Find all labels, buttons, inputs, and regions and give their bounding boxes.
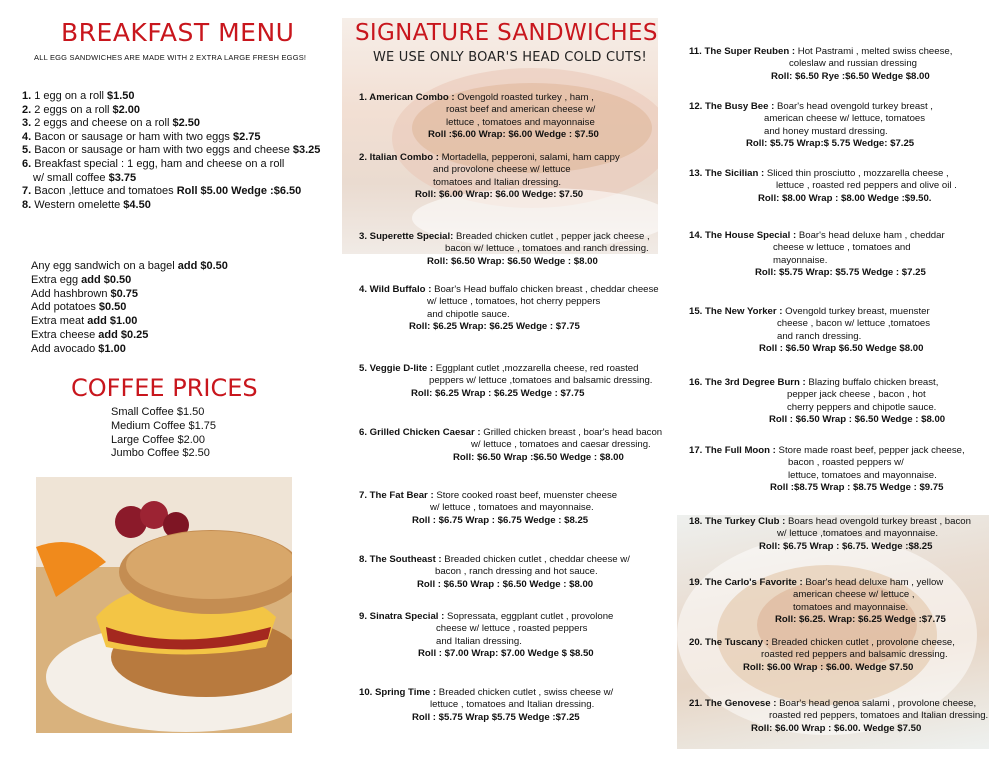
- sandwich-description: w/ lettuce , tomatoes and caesar dressing.: [471, 439, 651, 451]
- coffee-price: $2.50: [182, 447, 210, 460]
- breakfast-item-number: 1.: [22, 90, 35, 102]
- coffee-text: Large Coffee: [111, 433, 178, 446]
- sandwich-item: [359, 687, 613, 724]
- sandwich-prices: Roll : $5.75 Wrap $5.75 Wedge :$7.25: [412, 711, 580, 723]
- coffee-item: [111, 406, 216, 420]
- breakfast-item-price: $2.00: [112, 103, 141, 116]
- sandwich-name: 15. The New Yorker :: [689, 306, 786, 317]
- sandwich-prices: Roll :$8.75 Wrap : $8.75 Wedge : $9.75: [770, 482, 944, 494]
- sandwich-description: and ranch dressing.: [777, 330, 862, 342]
- addon-text: Extra cheese: [31, 328, 99, 341]
- addon-price: add $0.25: [98, 328, 149, 341]
- sandwich-description: coleslaw and russian dressing: [789, 58, 917, 70]
- coffee-price: $1.50: [176, 406, 205, 418]
- sandwich-description: roasted red peppers and balsamic dressing.: [761, 649, 948, 661]
- sandwich-description: american cheese w/ lettuce ,: [793, 589, 915, 601]
- coffee-text: Jumbo Coffee: [111, 447, 183, 460]
- sandwich-item: [689, 46, 952, 83]
- sandwich-prices: Roll: $6.00 Wrap: $6.00 Wedge: $7.50: [415, 189, 584, 201]
- coffee-prices-title: COFFEE PRICES: [71, 374, 258, 402]
- breakfast-item-price: $1.50: [107, 90, 135, 102]
- sandwich-prices: Roll: $6.75 Wrap : $6.75. Wedge :$8.25: [759, 540, 933, 552]
- breakfast-item: [22, 199, 320, 213]
- breakfast-item-price: $2.50: [172, 117, 200, 130]
- addon-text: Add avocado: [31, 342, 99, 355]
- sandwich-prices: Roll : $6.75 Wrap : $6.75 Wedge : $8.25: [412, 514, 589, 526]
- sandwich-name: 2. Italian Combo :: [359, 152, 442, 163]
- sandwich-prices: Roll: $6.00 Wrap : $6.00. Wedge $7.50: [743, 661, 914, 673]
- breakfast-item-price: $3.25: [292, 144, 321, 157]
- breakfast-item-price: Roll $5.00 Wedge :$6.50: [176, 185, 302, 198]
- sandwich-description: mayonnaise.: [773, 254, 828, 266]
- breakfast-item: [22, 185, 320, 199]
- addon-text: Extra meat: [31, 315, 88, 328]
- sandwich-item: [689, 101, 933, 151]
- addon-item: [31, 329, 228, 343]
- addon-price: add $0.50: [81, 273, 132, 286]
- sandwich-description: lettuce , tomatoes and Italian dressing.: [430, 699, 595, 711]
- coffee-item: [111, 447, 216, 461]
- sandwich-name: 17. The Full Moon :: [689, 445, 779, 456]
- breakfast-item: [22, 172, 320, 186]
- breakfast-item-text: Breakfast special : 1 egg, ham and cheese on a roll: [34, 157, 285, 170]
- breakfast-item-text: Bacon or sausage or ham with two eggs and cheese: [34, 144, 293, 157]
- breakfast-item-text: w/ small coffee: [33, 171, 109, 184]
- sandwich-prices: Roll :$6.00 Wrap: $6.00 Wedge : $7.50: [428, 129, 599, 141]
- sandwich-description: Boar's head deluxe ham , cheddar: [798, 230, 945, 241]
- sandwich-description: cherry peppers and chipotle sauce.: [787, 401, 937, 413]
- addon-price: $0.50: [98, 301, 127, 314]
- sandwich-description: w/ lettuce ,tomatoes and mayonnaise.: [777, 528, 939, 540]
- sandwich-prices: Roll: $6.00 Wrap : $6.00. Wedge $7.50: [751, 722, 922, 734]
- addon-item: [31, 315, 228, 329]
- signature-sandwiches-subtitle: WE USE ONLY BOAR'S HEAD COLD CUTS!: [373, 50, 647, 65]
- sandwich-description: lettuce , tomatoes and mayonnaise: [446, 116, 595, 128]
- sandwich-item: [689, 168, 957, 205]
- breakfast-item-text: 2 eggs and cheese on a roll: [34, 117, 173, 130]
- sandwich-description: Store made roast beef, pepper jack cheese,: [778, 445, 965, 456]
- sandwich-prices: Roll: $5.75 Wrap: $5.75 Wedge : $7.25: [755, 267, 926, 279]
- breakfast-item-text: Bacon or sausage or ham with two eggs: [34, 130, 233, 143]
- coffee-price: $2.00: [177, 433, 205, 446]
- sandwich-description: Ovengold turkey breast, muenster: [785, 306, 930, 317]
- sandwich-prices: Roll : $6.50 Wrap $6.50 Wedge $8.00: [759, 343, 924, 355]
- sandwich-name: 11. The Super Reuben :: [689, 46, 798, 57]
- sandwich-item: [359, 611, 613, 661]
- addon-price: $1.00: [98, 342, 126, 355]
- sandwich-description: bacon w/ lettuce , tomatoes and ranch dressing.: [445, 243, 649, 255]
- addon-item: [31, 343, 228, 357]
- breakfast-item-text: Western omelette: [34, 198, 124, 211]
- breakfast-sandwich-photo: [36, 477, 292, 733]
- signature-sandwiches-title: SIGNATURE SANDWICHES: [355, 20, 658, 46]
- breakfast-item-number: 3.: [22, 117, 35, 130]
- sandwich-description: cheese , bacon w/ lettuce ,tomatoes: [777, 318, 931, 330]
- sandwich-description: pepper jack cheese , bacon , hot: [787, 389, 926, 401]
- sandwich-description: lettuce, tomatoes and mayonnaise.: [788, 469, 937, 481]
- breakfast-item: [22, 104, 320, 118]
- sandwich-name: 10. Spring Time :: [359, 687, 439, 698]
- coffee-prices-list: [111, 406, 216, 461]
- sandwich-name: 7. The Fat Bear :: [359, 490, 437, 501]
- breakfast-item-number: 4.: [22, 130, 35, 143]
- sandwich-description: Breaded chicken cutlet , swiss cheese w/: [438, 687, 614, 698]
- breakfast-addons-list: [31, 260, 228, 357]
- addon-item: [31, 301, 228, 315]
- sandwich-description: american cheese w/ lettuce, tomatoes: [764, 113, 926, 125]
- addon-item: [31, 288, 228, 302]
- sandwich-description: roast beef and american cheese w/: [446, 104, 596, 116]
- sandwich-prices: Roll: $6.50 Wrap :$6.50 Wedge : $8.00: [453, 451, 624, 463]
- sandwich-description: Breaded chicken cutlet , provolone cheese,: [771, 637, 955, 648]
- sandwich-item: [359, 152, 620, 202]
- sandwich-description: cheese w/ lettuce , roasted peppers: [436, 623, 588, 635]
- sandwich-item: [359, 554, 630, 591]
- addon-text: Extra egg: [31, 273, 82, 286]
- sandwich-name: 1. American Combo :: [359, 92, 458, 103]
- sandwich-item: [689, 516, 971, 553]
- sandwich-description: Store cooked roast beef, muenster cheese: [436, 490, 618, 501]
- sandwich-description: roasted red peppers, tomatoes and Italian dressing.: [769, 710, 989, 722]
- sandwich-description: Sliced thin prosciutto , mozzarella cheese ,: [766, 168, 949, 179]
- breakfast-item-text: 1 egg on a roll: [34, 90, 108, 102]
- sandwich-name: 14. The House Special :: [689, 230, 799, 241]
- sandwich-item: [689, 230, 945, 280]
- sandwich-description: Hot Pastrami , melted swiss cheese,: [797, 46, 953, 57]
- sandwich-description: w/ lettuce , tomatoes, hot cherry peppers: [427, 296, 601, 308]
- sandwich-name: 12. The Busy Bee :: [689, 101, 777, 112]
- coffee-text: Small Coffee: [111, 406, 177, 418]
- breakfast-item-number: 2.: [22, 103, 35, 116]
- coffee-item: [111, 420, 216, 434]
- sandwich-description: Boar's head genoa salami , provolone cheese,: [779, 698, 977, 709]
- sandwich-name: 18. The Turkey Club :: [689, 516, 788, 527]
- sandwich-description: lettuce , roasted red peppers and olive oil .: [776, 180, 957, 192]
- coffee-item: [111, 434, 216, 448]
- sandwich-description: Breaded chicken cutlet , cheddar cheese w/: [444, 554, 630, 565]
- breakfast-item: [22, 144, 320, 158]
- addon-text: Add potatoes: [31, 301, 99, 314]
- sandwich-name: 5. Veggie D-lite :: [359, 363, 436, 374]
- addon-item: [31, 260, 228, 274]
- breakfast-item-number: 8.: [22, 198, 35, 211]
- breakfast-item: [22, 131, 320, 145]
- sandwich-description: and honey mustard dressing.: [764, 125, 888, 137]
- breakfast-item-price: $3.75: [108, 171, 137, 184]
- breakfast-item-number: 6.: [22, 157, 35, 170]
- sandwich-item: [689, 377, 945, 427]
- sandwich-prices: Roll : $7.00 Wrap: $7.00 Wedge $ $8.50: [418, 648, 594, 660]
- sandwich-description: cheese w lettuce , tomatoes and: [773, 242, 911, 254]
- sandwich-description: Boar's head ovengold turkey breast ,: [776, 101, 933, 112]
- sandwich-name: 19. The Carlo's Favorite :: [689, 577, 806, 588]
- breakfast-item-number: 7.: [22, 185, 35, 198]
- sandwich-name: 4. Wild Buffalo :: [359, 284, 435, 295]
- breakfast-item-number: 5.: [22, 144, 35, 157]
- breakfast-item-price: $2.75: [232, 130, 261, 143]
- addon-price: add $1.00: [87, 315, 138, 328]
- breakfast-item: [22, 117, 320, 131]
- sandwich-description: tomatoes and Italian dressing.: [433, 176, 561, 188]
- sandwich-prices: Roll: $6.50 Rye :$6.50 Wedge $8.00: [771, 70, 930, 82]
- sandwich-description: peppers w/ lettuce ,tomatoes and balsamic dressing.: [429, 375, 653, 387]
- sandwich-item: [359, 427, 662, 464]
- sandwich-description: bacon , ranch dressing and hot sauce.: [435, 566, 598, 578]
- coffee-text: Medium Coffee: [111, 419, 189, 432]
- addon-price: $0.75: [110, 287, 139, 300]
- sandwich-item: [359, 284, 659, 334]
- addon-text: Any egg sandwich on a bagel: [31, 260, 178, 272]
- sandwich-name: 13. The Sicilian :: [689, 168, 767, 179]
- sandwich-name: 3. Superette Special:: [359, 231, 457, 242]
- sandwich-description: Eggplant cutlet ,mozzarella cheese, red roasted: [435, 363, 639, 374]
- sandwich-description: Boar's head deluxe ham , yellow: [805, 577, 944, 588]
- sandwich-prices: Roll: $6.25. Wrap: $6.25 Wedge :$7.75: [775, 614, 946, 626]
- sandwich-description: w/ lettuce , tomatoes and mayonnaise.: [430, 502, 594, 514]
- coffee-price: $1.75: [188, 419, 216, 432]
- breakfast-item: [22, 158, 320, 172]
- sandwich-description: bacon , roasted peppers w/: [788, 457, 904, 469]
- sandwich-description: and chipotle sauce.: [427, 308, 510, 320]
- sandwich-prices: Roll: $6.25 Wrap: $6.25 Wedge : $7.75: [409, 321, 580, 333]
- sandwich-name: 21. The Genovese :: [689, 698, 780, 709]
- addon-text: Add hashbrown: [31, 287, 111, 300]
- addon-item: [31, 274, 228, 288]
- sandwich-description: Sopressata, eggplant cutlet , provolone: [446, 611, 614, 622]
- sandwich-name: 8. The Southeast :: [359, 554, 445, 565]
- breakfast-item-text: 2 eggs on a roll: [34, 103, 113, 116]
- sandwich-description: and provolone cheese w/ lettuce: [433, 164, 571, 176]
- sandwich-name: 6. Grilled Chicken Caesar :: [359, 427, 484, 438]
- sandwich-name: 16. The 3rd Degree Burn :: [689, 377, 809, 388]
- sandwich-prices: Roll : $6.50 Wrap : $6.50 Wedge : $8.00: [417, 578, 594, 590]
- sandwich-name: 20. The Tuscany :: [689, 637, 772, 648]
- sandwich-description: tomatoes and mayonnaise.: [793, 601, 909, 613]
- sandwich-description: Breaded chicken cutlet , pepper jack cheese ,: [456, 231, 650, 242]
- breakfast-menu-subtitle: ALL EGG SANDWICHES ARE MADE WITH 2 EXTRA LARGE FRESH EGGS!: [34, 53, 307, 62]
- sandwich-prices: Roll : $6.50 Wrap : $6.50 Wedge : $8.00: [769, 414, 946, 426]
- breakfast-items-list: [22, 90, 320, 212]
- breakfast-item-text: Bacon ,lettuce and tomatoes: [34, 185, 177, 198]
- sandwich-item: [359, 92, 599, 142]
- breakfast-menu-title: BREAKFAST MENU: [61, 18, 295, 47]
- sandwich-item: [689, 637, 955, 674]
- sandwich-item: [359, 231, 650, 268]
- sandwich-prices: Roll: $5.75 Wrap:$ 5.75 Wedge: $7.25: [746, 138, 915, 150]
- sandwich-description: Boar's Head buffalo chicken breast , cheddar cheese: [434, 284, 659, 295]
- sandwich-item: [689, 698, 988, 735]
- sandwich-name: 9. Sinatra Special :: [359, 611, 447, 622]
- addon-price: add $0.50: [177, 260, 228, 272]
- sandwich-prices: Roll: $8.00 Wrap : $8.00 Wedge :$9.50.: [758, 192, 932, 204]
- sandwich-description: Blazing buffalo chicken breast,: [808, 377, 939, 388]
- sandwich-description: Boars head ovengold turkey breast , bacon: [787, 516, 971, 527]
- sandwich-description: Grilled chicken breast , boar's head bacon: [483, 427, 663, 438]
- sandwich-item: [689, 577, 946, 627]
- sandwich-prices: Roll: $6.50 Wrap: $6.50 Wedge : $8.00: [427, 255, 598, 267]
- breakfast-item: [22, 90, 320, 104]
- sandwich-description: Ovengold roasted turkey , ham ,: [457, 92, 594, 103]
- sandwich-description: and Italian dressing.: [436, 635, 522, 647]
- breakfast-item-price: $4.50: [123, 198, 151, 211]
- sandwich-item: [359, 363, 652, 400]
- sandwich-item: [689, 306, 930, 356]
- sandwich-item: [359, 490, 617, 527]
- sandwich-description: Mortadella, pepperoni, salami, ham cappy: [441, 152, 620, 163]
- sandwich-item: [689, 445, 965, 495]
- sandwich-prices: Roll: $6.25 Wrap : $6.25 Wedge : $7.75: [411, 387, 585, 399]
